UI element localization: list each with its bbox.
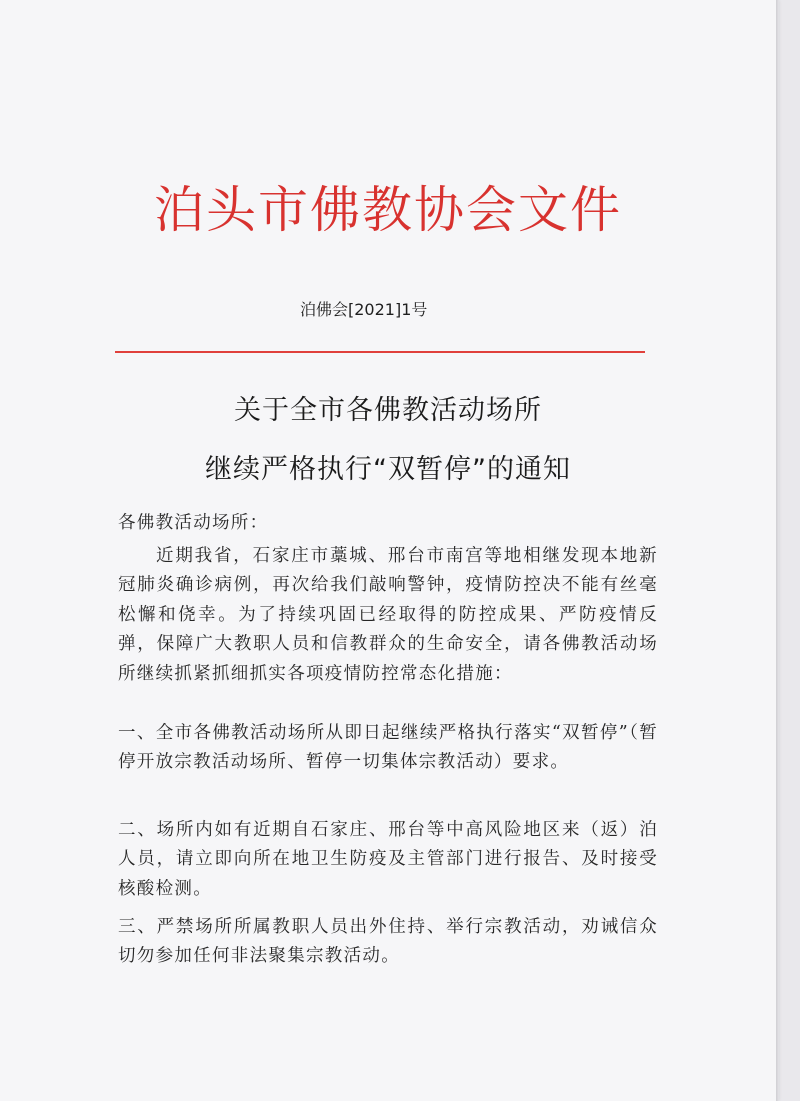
list-item-3: 三、严禁场所所属教职人员出外住持、举行宗教活动，劝诫信众切勿参加任何非法聚集宗教活动。 xyxy=(118,917,658,967)
list-item-2: 二、场所内如有近期自石家庄、邢台等中高风险地区来（返）泊人员，请立即向所在地卫生防疫及主管部门进行报告、及时接受核酸检测。 xyxy=(118,820,658,899)
salutation: 各佛教活动场所： xyxy=(118,513,269,533)
notice-title-line-2: 继续严格执行“双暂停”的通知 xyxy=(205,454,571,485)
document-header-title: 泊头市佛教协会文件 xyxy=(154,181,622,239)
page-edge xyxy=(776,0,779,1101)
red-divider-line xyxy=(115,351,645,353)
body-paragraph-1: 近期我省，石家庄市藁城、邢台市南宫等地相继发现本地新冠肺炎确诊病例，再次给我们敲响警钟，疫情防控决不能有丝毫松懈和侥幸。为了持续巩固已经取得的防控成果、严防疫情反弹，保障广大教职人员和信教群众的生命安全，请各佛教活动场所继续抓紧抓细抓实各项疫情防控常态化措施： xyxy=(118,546,658,684)
document-number: 泊佛会[2021]1号 xyxy=(300,300,428,319)
list-item-1: 一、全市各佛教活动场所从即日起继续严格执行落实“双暂停”（暂停开放宗教活动场所、暂停一切集体宗教活动）要求。 xyxy=(118,723,658,773)
notice-title-line-1: 关于全市各佛教活动场所 xyxy=(234,395,542,426)
